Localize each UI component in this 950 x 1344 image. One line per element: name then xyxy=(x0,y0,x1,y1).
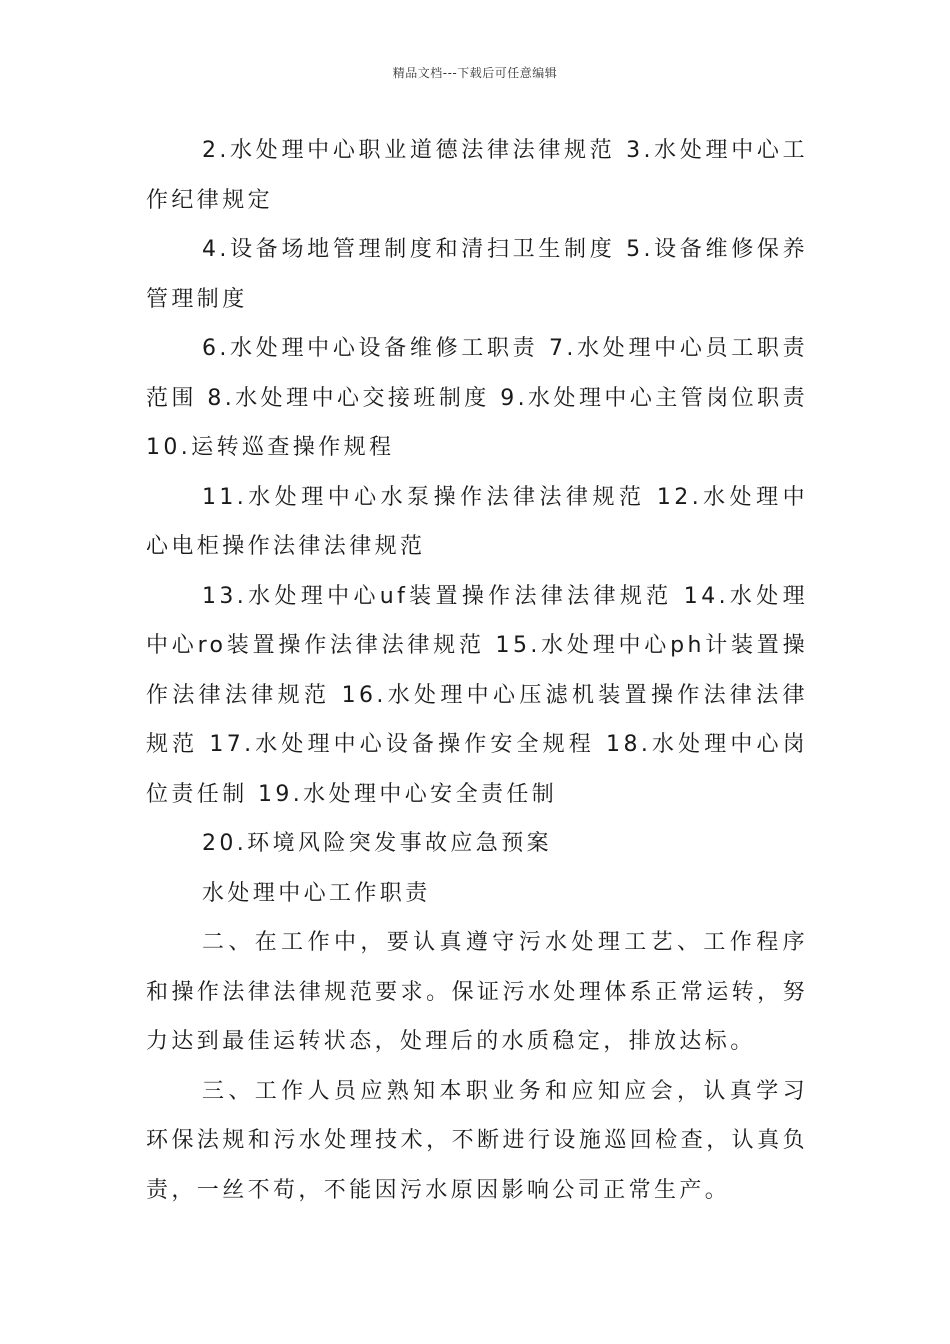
paragraph-regulations-2-3: 2.水处理中心职业道德法律法律规范 3.水处理中心工作纪律规定 xyxy=(146,138,808,213)
page-header: 精品文档---下载后可任意编辑 xyxy=(392,66,558,80)
paragraph-duty-3: 三、工作人员应熟知本职业务和应知应会，认真学习环保法规和污水处理技术，不断进行设施巡回检查，认真负责，一丝不苟，不能因污水原因影响公司正常生产。 xyxy=(146,1078,808,1203)
section-heading: 水处理中心工作职责 xyxy=(202,880,431,906)
paragraph-regulations-6-10: 6.水处理中心设备维修工职责 7.水处理中心员工职责范围 8.水处理中心交接班制度 9.水处理中心主管岗位职责 10.运转巡查操作规程 xyxy=(146,336,808,460)
paragraph-duty-2: 二、在工作中，要认真遵守污水处理工艺、工作程序和操作法律法律规范要求。保证污水处理体系正常运转，努力达到最佳运转状态，处理后的水质稳定，排放达标。 xyxy=(146,930,808,1054)
paragraph-regulations-11-12: 11.水处理中心水泵操作法律法律规范 12.水处理中心电柜操作法律法律规范 xyxy=(146,484,808,559)
document-body xyxy=(146,126,808,1215)
paragraph-regulation-20: 20.环境风险突发事故应急预案 xyxy=(202,831,552,856)
paragraph-regulations-13-19: 13.水处理中心uf装置操作法律法律规范 14.水处理中心ro装置操作法律法律规范 15.水处理中心ph计装置操作法律法律规范 16.水处理中心压滤机装置操作法律法律规范 17.水处理中心设备操作安全规程 18.水处理中心岗位责任制 19.水处理中心安全责任制 xyxy=(146,583,808,807)
paragraph-regulations-4-5: 4.设备场地管理制度和清扫卫生制度 5.设备维修保养管理制度 xyxy=(146,237,808,312)
